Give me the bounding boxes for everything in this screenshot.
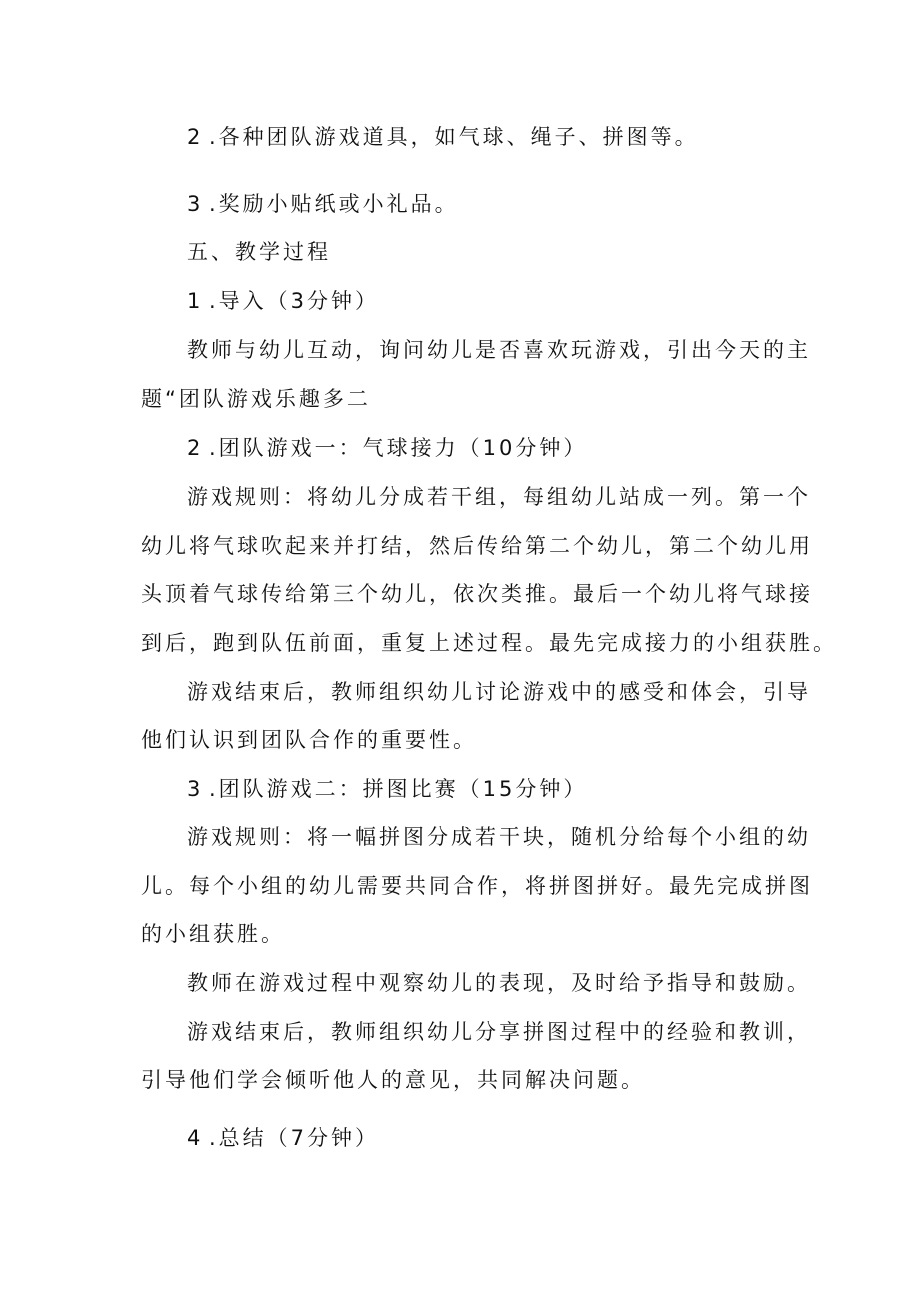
step-heading-summary [187,1124,379,1152]
paragraph-line: 游戏结束后，教师组织幼儿讨论游戏中的感受和体会，引导 [187,680,811,704]
step-heading-text: .团队游戏一：气球接力（10分钟） [209,436,588,460]
list-number: 1 [187,289,204,313]
paragraph-line: 到后，跑到队伍前面，重复上述过程。最先完成接力的小组获胜。 [141,631,837,655]
paragraph-line: 教师在游戏过程中观察幼儿的表现，及时给予指导和鼓励。 [187,971,811,995]
list-number: 2 [187,125,204,149]
list-item-text: .奖励小贴纸或小礼品。 [209,192,459,216]
paragraph-line: 他们认识到团队合作的重要性。 [141,728,477,752]
step-heading-intro [187,287,379,315]
list-item-text: .各种团队游戏道具，如气球、绳子、拼图等。 [209,125,699,149]
paragraph-line: 游戏规则：将幼儿分成若干组，每组幼儿站成一列。第一个 [187,485,811,509]
paragraph-line: 幼儿将气球吹起来并打结，然后传给第二个幼儿，第二个幼儿用 [141,534,813,558]
list-number: 3 [187,777,204,801]
paragraph-line: 儿。每个小组的幼儿需要共同合作，将拼图拼好。最先完成拼图 [141,874,813,898]
section-heading-teaching-process: 五、教学过程 [187,240,331,264]
paragraph-line: 的小组获胜。 [141,922,285,946]
paragraph-line: 游戏规则：将一幅拼图分成若干块，随机分给每个小组的幼 [187,825,811,849]
paragraph-line: 教师与幼儿互动，询问幼儿是否喜欢玩游戏，引出今天的主 [187,338,811,362]
paragraph-line: 引导他们学会倾听他人的意见，共同解决问题。 [141,1068,645,1092]
list-number: 4 [187,1126,204,1150]
step-heading-text: .团队游戏二：拼图比赛（15分钟） [209,777,588,801]
list-item-props [187,123,699,151]
list-number: 2 [187,436,204,460]
paragraph-line: 游戏结束后，教师组织幼儿分享拼图过程中的经验和教训， [187,1020,811,1044]
step-heading-puzzle-contest [187,775,587,803]
paragraph-line: 题“团队游戏乐趣多二 [141,387,371,411]
list-number: 3 [187,192,204,216]
step-heading-text: .导入（3分钟） [209,289,380,313]
step-heading-text: .总结（7分钟） [209,1126,380,1150]
list-item-rewards [187,190,459,218]
step-heading-balloon-relay [187,434,587,462]
paragraph-line: 头顶着气球传给第三个幼儿，依次类推。最后一个幼儿将气球接 [141,582,813,606]
